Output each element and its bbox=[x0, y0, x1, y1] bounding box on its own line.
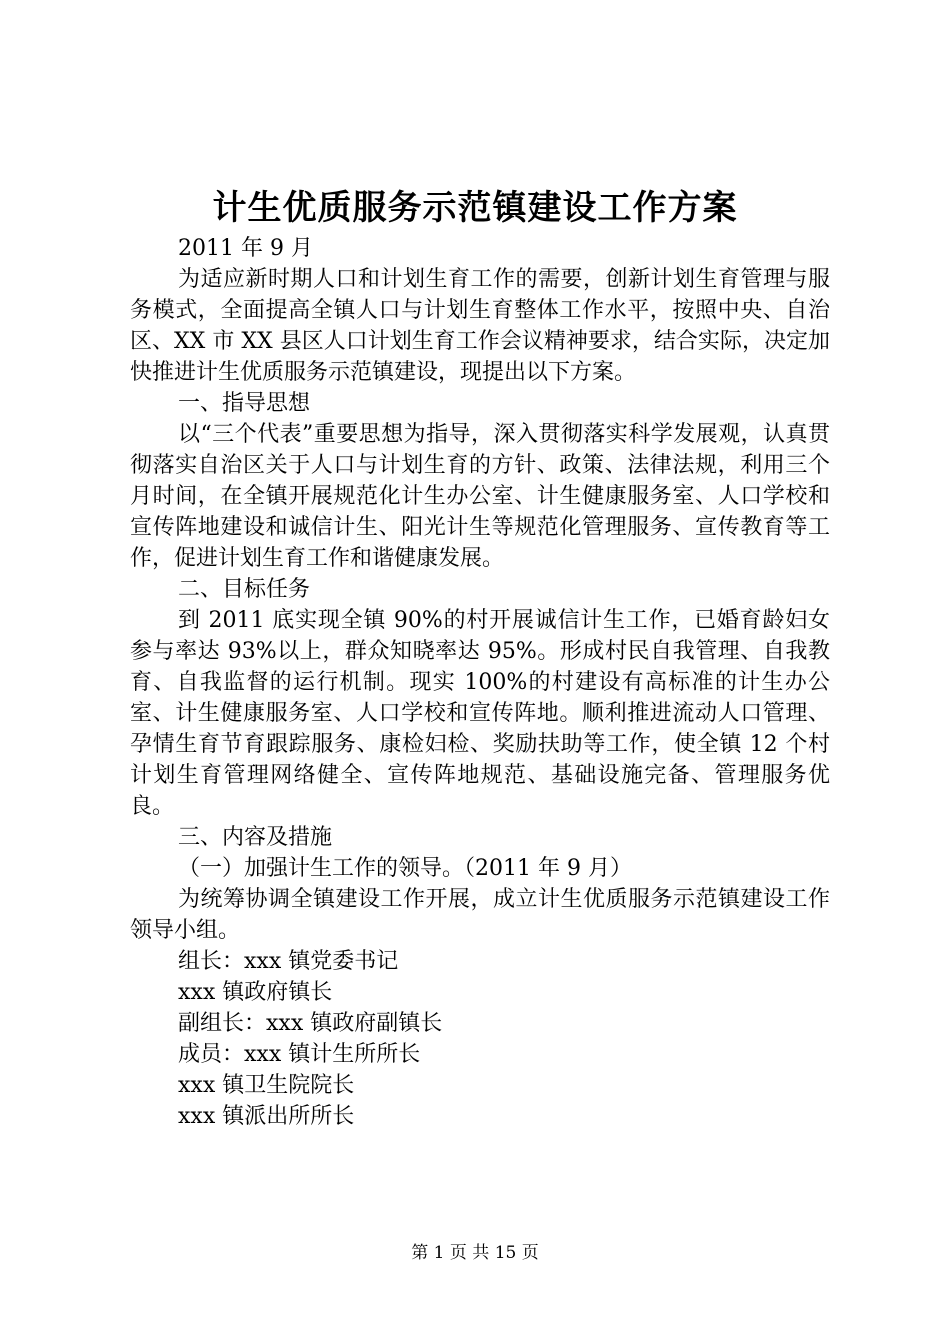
goals-paragraph: 到 2011 底实现全镇 90%的村开展诚信计生工作，已婚育龄妇女参与率达 93%以上，群众知晓率达 95%。形成村民自我管理、自我教育、自我监督的运行机制。现实 100%的村建设有高标准的计生办公室、计生健康服务室、人口学校和宣传阵地。顺利推进流动人口管理、孕情生育节育跟踪服务、康检妇检、奖励扶助等工作，使全镇 12 个村计划生育管理网络健全、宣传阵地规范、基础设施完备、管理服务优良。 bbox=[130, 608, 830, 819]
leadership-paragraph: 为统筹协调全镇建设工作开展，成立计生优质服务示范镇建设工作领导小组。 bbox=[130, 887, 830, 943]
intro-paragraph: 为适应新时期人口和计划生育工作的需要，创新计划生育管理与服务模式，全面提高全镇人口与计划生育整体工作水平，按照中央、自治区、XX 市 XX 县区人口计划生育工作会议精神要求，结合实际，决定加快推进计生优质服务示范镇建设，现提出以下方案。 bbox=[130, 267, 830, 385]
section-heading-goals: 二、目标任务 bbox=[178, 577, 311, 602]
subsection-heading-leadership: （一）加强计生工作的领导。（2011 年 9 月） bbox=[178, 856, 632, 881]
section-heading-measures: 三、内容及措施 bbox=[178, 825, 333, 850]
document-body bbox=[130, 233, 830, 1132]
leader-line: xxx 镇政府镇长 bbox=[178, 980, 333, 1005]
document-date: 2011 年 9 月 bbox=[178, 236, 313, 261]
member-line: 成员：xxx 镇计生所所长 bbox=[178, 1042, 421, 1067]
member-line: xxx 镇派出所所长 bbox=[178, 1104, 355, 1129]
leader-line: 组长：xxx 镇党委书记 bbox=[178, 949, 399, 974]
document-title: 计生优质服务示范镇建设工作方案 bbox=[212, 188, 738, 228]
page-number-footer: 第 1 页 共 15 页 bbox=[411, 1243, 539, 1263]
member-line: xxx 镇卫生院院长 bbox=[178, 1073, 355, 1098]
guiding-ideology-paragraph: 以“三个代表”重要思想为指导，深入贯彻落实科学发展观，认真贯彻落实自治区关于人口与计划生育的方针、政策、法律法规，利用三个月时间，在全镇开展规范化计生办公室、计生健康服务室、人口学校和宣传阵地建设和诚信计生、阳光计生等规范化管理服务、宣传教育等工作，促进计划生育工作和谐健康发展。 bbox=[130, 422, 830, 571]
leader-line: 副组长：xxx 镇政府副镇长 bbox=[178, 1011, 443, 1036]
section-heading-guiding-ideology: 一、指导思想 bbox=[178, 391, 311, 416]
